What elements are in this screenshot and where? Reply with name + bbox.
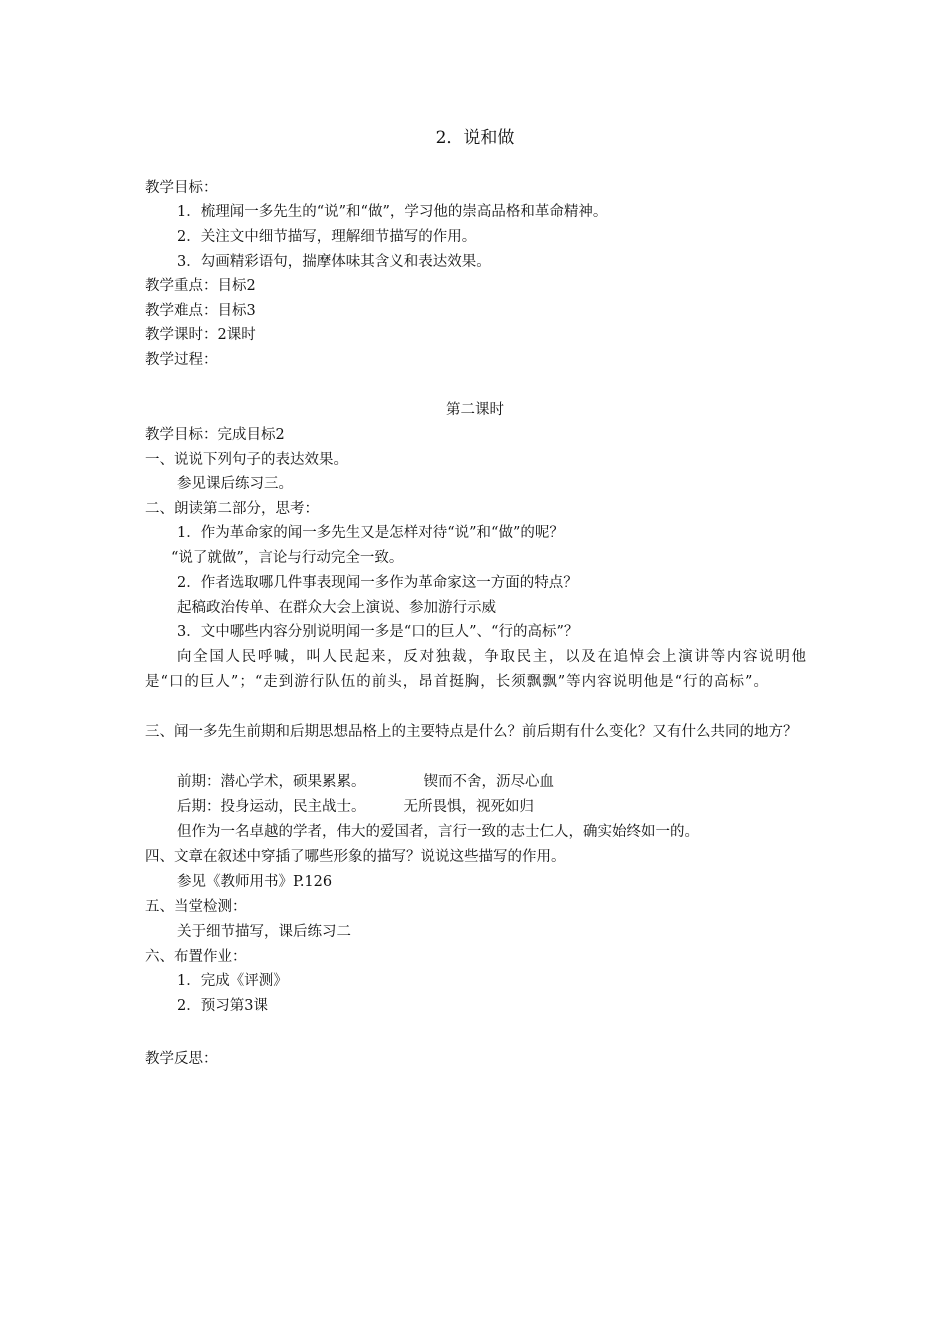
section-4-heading: 四、文章在叙述中穿插了哪些形象的描写？说说这些描写的作用。 (145, 849, 566, 865)
section-3-late-trait: 无所畏惧，视死如归 (403, 799, 534, 815)
section-4-ref: 参见《教师用书》P.126 (177, 874, 333, 890)
section-5-heading: 五、当堂检测： (145, 899, 247, 915)
section-5-text: 关于细节描写，课后练习二 (177, 924, 351, 940)
section-1-heading: 一、说说下列句子的表达效果。 (145, 452, 348, 468)
section-2-heading: 二、朗读第二部分，思考： (145, 501, 319, 517)
difficulty: 教学难点：目标3 (145, 303, 256, 319)
lesson-goal: 教学目标：完成目标2 (145, 427, 285, 443)
section-3-late-label: 后期：投身运动，民主战士。 (177, 799, 366, 815)
section-3-late-row (177, 795, 810, 819)
reflection-heading: 教学反思： (145, 1051, 218, 1067)
section-2-question: 2．作者选取哪几件事表现闻一多作为革命家这一方面的特点？ (177, 575, 578, 591)
section-3-early-trait: 锲而不舍，沥尽心血 (423, 774, 554, 790)
section-3-heading: 三、闻一多先生前期和后期思想品格上的主要特点是什么？前后期有什么变化？又有什么共同的地方？ (145, 724, 798, 740)
objectives-heading: 教学目标： (145, 180, 218, 196)
section-2-answer: “说了就做”，言论与行动完全一致。 (171, 550, 404, 566)
class-hours: 教学课时：2课时 (145, 327, 256, 343)
section-2-question: 1．作为革命家的闻一多先生又是怎样对待“说”和“做”的呢？ (177, 525, 564, 541)
key-point: 教学重点：目标2 (145, 278, 256, 294)
objective-item: 2．关注文中细节描写，理解细节描写的作用。 (177, 229, 477, 245)
homework-item: 2．预习第3课 (177, 998, 268, 1014)
section-2-question: 3．文中哪些内容分别说明闻一多是“口的巨人”、“行的高标”？ (177, 624, 579, 640)
section-3-early-label: 前期：潜心学术，硕果累累。 (177, 774, 366, 790)
section-2-answer: 起稿政治传单、在群众大会上演说、参加游行示威 (177, 600, 496, 616)
section-3-common: 但作为一名卓越的学者，伟大的爱国者，言行一致的志士仁人，确实始终如一的。 (177, 824, 699, 840)
section-1-ref: 参见课后练习三。 (177, 476, 293, 492)
objective-item: 1．梳理闻一多先生的“说”和“做”，学习他的崇高品格和革命精神。 (177, 204, 608, 220)
section-3-early-row (177, 770, 810, 794)
process-heading: 教学过程： (145, 352, 218, 368)
homework-item: 1．完成《评测》 (177, 973, 288, 989)
lesson-subtitle: 第二课时 (446, 402, 504, 418)
section-2-answer-paragraph: 向全国人民呼喊，叫人民起来，反对独裁，争取民主，以及在追悼会上演讲等内容说明他是“口的巨人”；“走到游行队伍的前头，昂首挺胸，长须飘飘”等内容说明他是“行的高标”。 (145, 649, 807, 690)
section-6-heading: 六、布置作业： (145, 949, 247, 965)
lesson-title: 2．说和做 (435, 128, 515, 148)
objective-item: 3．勾画精彩语句，揣摩体味其含义和表达效果。 (177, 254, 491, 270)
